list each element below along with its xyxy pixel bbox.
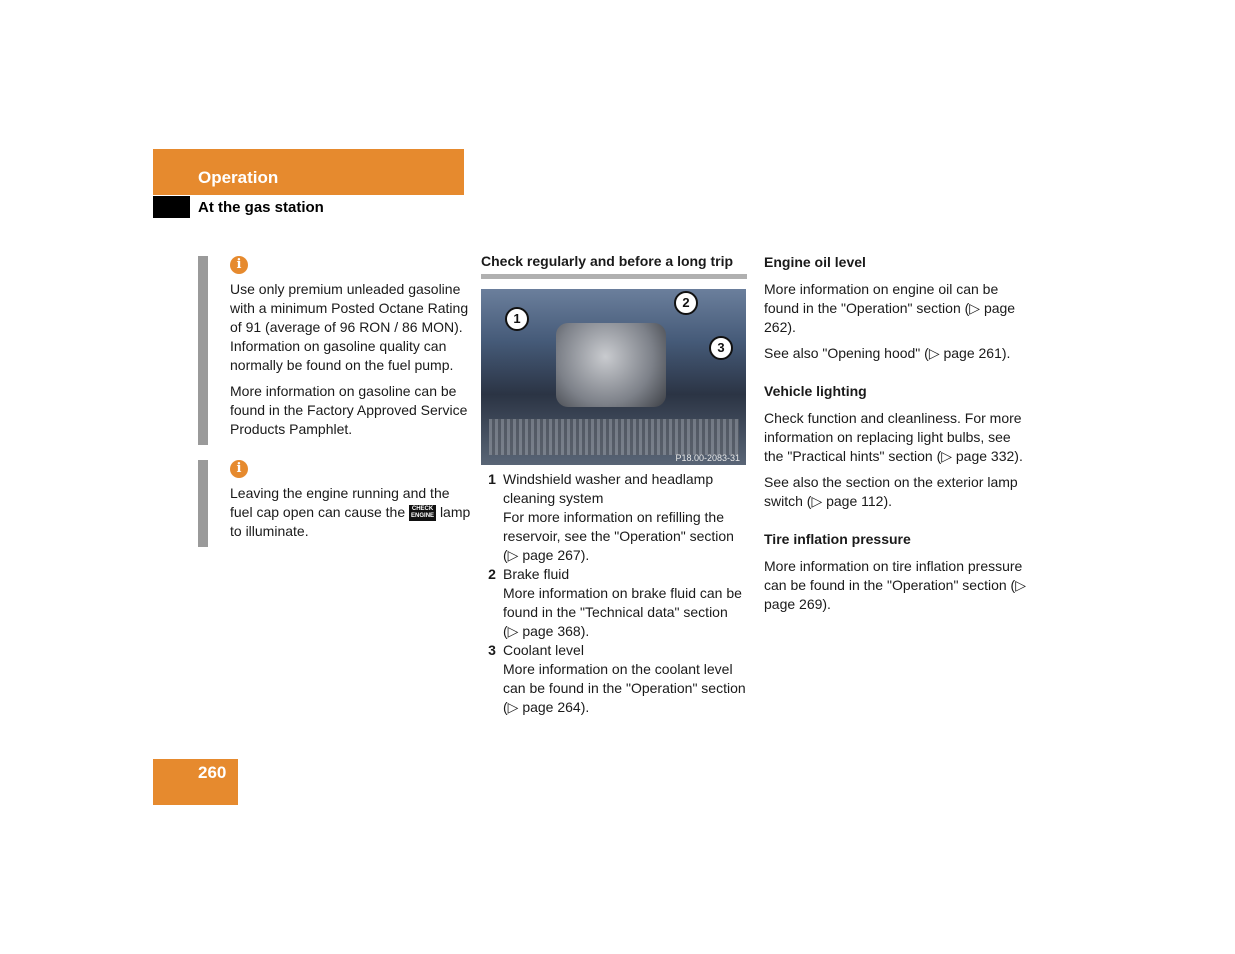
radiator (489, 419, 739, 455)
engine-bay-photo (481, 289, 746, 465)
section-tire-pressure: Tire inflation pressure More information on tire inflation pressure can be found in the "Operation" section (▷ page 269). (764, 530, 1034, 614)
note-paragraph: Use only premium unleaded gasoline with a minimum Posted Octane Rating of 91 (average of 96 RON / 86 MON). Information on gasoline quality can normally be found on the fuel pump. (230, 281, 469, 373)
list-item: 2 Brake fluid More information on brake fluid can be found in the "Technical data" section (▷ page 368). (488, 566, 742, 639)
section-heading: Vehicle lighting (764, 383, 867, 399)
section-vehicle-lighting: Vehicle lighting Check function and cleanliness. For more information on replacing light bulbs, see the "Practical hints" section (▷ page 332). See also the section on the exterior lamp switch (▷ page 112). (764, 382, 1034, 511)
callout-2: 2 (674, 291, 698, 315)
info-icon: i (230, 460, 248, 478)
list-item: 1 Windshield washer and headlamp cleaning system For more information on refilling the reservoir, see the "Operation" section (▷ page 267). (488, 471, 734, 563)
check-engine-lamp-icon: CHECK ENGINE (411, 506, 435, 520)
callout-1: 1 (505, 307, 529, 331)
subsection-title: At the gas station (198, 199, 324, 216)
page-number: 260 (198, 763, 227, 782)
photo-code: P18.00-2083-31 (675, 453, 740, 463)
subsection-marker (153, 196, 190, 218)
callout-3: 3 (709, 336, 733, 360)
engine-cover (556, 323, 666, 407)
column-heading: Check regularly and before a long trip (481, 253, 747, 279)
section-engine-oil: Engine oil level More information on engine oil can be found in the "Operation" section (▷ page 262). See also "Opening hood" (▷ page 261). (764, 253, 1034, 363)
list-item: 3 Coolant level More information on the coolant level can be found in the "Operation" section (▷ page 264). (488, 642, 746, 715)
numbered-list (481, 470, 747, 717)
info-note-gasoline (198, 256, 472, 445)
note-paragraph: More information on gasoline can be found in the Factory Approved Service Products Pamphlet. (230, 383, 468, 437)
info-note-check-engine (198, 460, 472, 547)
section-heading: Engine oil level (764, 254, 866, 270)
right-column (764, 253, 1034, 633)
section-heading: Tire inflation pressure (764, 531, 911, 547)
info-icon: i (230, 256, 248, 274)
note-paragraph: Leaving the engine running and the fuel cap open can cause the CHECK ENGINE lamp to illuminate. (230, 485, 471, 539)
middle-column (481, 253, 747, 717)
section-title: Operation (198, 168, 279, 187)
